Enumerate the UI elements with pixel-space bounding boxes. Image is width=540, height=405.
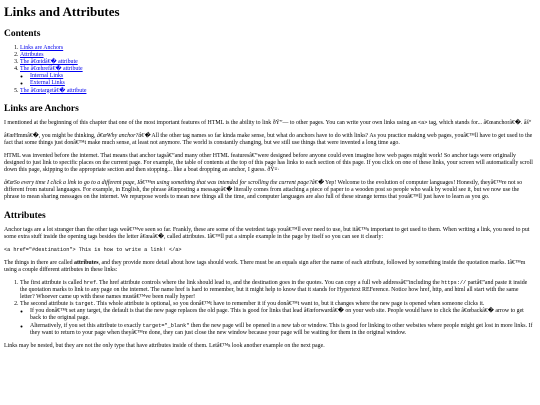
paragraph: I mentioned at the beginning of this chapter that one of the most important features of HTML is the ability to link ðŸ”— to other pages. You can write your own links using an <a> tag, which stands for... â€œanchorâ€�. âš“ (4, 119, 532, 126)
toc-item-attributes (20, 52, 534, 59)
toc-item-target (20, 88, 534, 95)
toc-link[interactable]: Links are Anchors (20, 45, 64, 51)
list-item: ◦ Alternatively, if you set this attribute to exactly target="_blank" then the new page will be opened in a new tab or window. This is good for linking to other websites where people might get lost in more links. If they want to return to your page when theyâ€™re done, they can just close the new window because your page will be waiting for them in the original window. (30, 323, 534, 337)
toc-link[interactable]: The â€œtargetâ€� attribute (20, 87, 87, 94)
inline-code: <a> (418, 119, 428, 126)
toc-link-internal[interactable]: Internal Links (30, 73, 64, 80)
paragraph: Links may be nested, but they are not the only type that have attributes inside of them. Letâ€™s look another example on the next page. (4, 342, 325, 349)
toc-sublist (20, 73, 534, 87)
list-item: 2. The second attribute is target. This whole attribute is optional, so you donâ€™t have to remember it if you donâ€™t want to, but it changes where the new page is opened when someone clicks it. ◦ If you donâ€™t set any target, the default is that the new page replaces the old page. This is good for links that lead â€œforwardâ€� on your web site. People would have to click the â€œbackâ€� arrow to get back to the original page. ◦ Alternatively, if you set this attribute to exactly target="_blank" then the new page will be opened in a new tab or window. This is good for linking to other websites where people might get lost in more links. If they want to return to your page when theyâ€™re done, they can just close the new window because your page will be waiting for them in the original window. (20, 301, 534, 336)
page-title: Links and Attributes (4, 4, 120, 19)
toc-link[interactable]: The â€œidâ€� attribute (20, 59, 78, 66)
toc-link[interactable]: Attributes (20, 52, 44, 59)
target-options (20, 308, 534, 336)
toc-link[interactable]: The â€œhrefâ€� attribute (20, 66, 83, 73)
section-heading-attributes: Attributes (4, 210, 46, 221)
toc-subitem (30, 80, 534, 87)
toc-link-external[interactable]: External Links (30, 80, 65, 87)
paragraph: HTML was invented before the internet. That means that anchor tagsâ€”and many other HTML featuresâ€”were designed before anyone could even imagine how web pages might work! So anchor tags were originally designed to just link to specific places on the current page. For example, the table of contents at the top of this page has links to each section of this page. If you click on one of these links, your screen will automatically scroll down this page, skipping to the appropriate section and then stopping... like a boat dropping an anchor, I guess. ðŸ¤· (4, 152, 533, 174)
table-of-contents (4, 45, 534, 95)
section-heading-links: Links are Anchors (4, 103, 79, 114)
paragraph: â€œSo every time I click a link to go to a different page, Iâ€™m using something that was intended for scrolling the current page?â€� Yep! Welcome to the evolution of computer languages! Honestly, theyâ€™re not so different from natural languages. For example, in English, the phrase â€œposting a messageâ€� literally comes from attaching a piece of paper to a wooden post so people who walk by would see it, but we now use the phrase to mean sharing messages on the internet. We repurpose words to mean new things all the time, and computer languages are also full of these strange terms that youâ€™ll just have to learn as you go. (4, 180, 523, 201)
list-item: ◦ If you donâ€™t set any target, the default is that the new page replaces the old page. This is good for links that lead â€œforwardâ€� on your web site. People would have to click the â€œbackâ€� arrow to get back to the original page. (30, 308, 534, 322)
toc-item-id (20, 59, 534, 66)
paragraph: The things in there are called attributes, and they provide more detail about how tags should work. There must be an equals sign after the name of each attribute, followed by something inside the quotation marks. Iâ€™m using a couple different attributes in these links: (4, 259, 526, 273)
list-item: 1. The first attribute is called href. The href attribute controls where the link should lead to, and the destination goes in the quotes. You can copy a full web addressâ€”including the https:// partâ€”and paste it inside the quotation marks to link to any page on the internet. The name href is hard to remember, but it might help to know that it stands for Hypertext REFerence. Notice how href, http, and html all start with the same letter? Whoever came up with these names mustâ€™ve been really hyper! (20, 280, 534, 301)
attribute-list (4, 280, 534, 337)
contents-heading: Contents (4, 29, 41, 39)
paragraph: Anchor tags are a lot stranger than the other tags weâ€™ve seen so far. Frankly, these are some of the weirdest tags youâ€™ll ever need to use, but itâ€™s important to get used to them. When writing a link, you need to put some extra stuff inside the opening tags besides the letter â€œaâ€�, called attributes. Iâ€™ll put a simple example in the page by itself so you can see it clearly: (4, 226, 530, 240)
toc-item-links-are-anchors (20, 45, 534, 52)
paragraph: â€œHmmâ€�, you might be thinking, â€œWhy anchor?â€� All the other tag names so far kinda make sense, but what do anchors have to do with links? As you practice making web pages, youâ€™ll have to get used to the fact that some things just donâ€™t make much sense, at least not anymore. The world is constantly changing, but we still use things that were invented a long time ago. (4, 132, 533, 146)
toc-item-href (20, 66, 534, 87)
code-example: <a href="#destination"> This is how to write a link! </a> (4, 246, 182, 253)
toc-subitem (30, 73, 534, 80)
